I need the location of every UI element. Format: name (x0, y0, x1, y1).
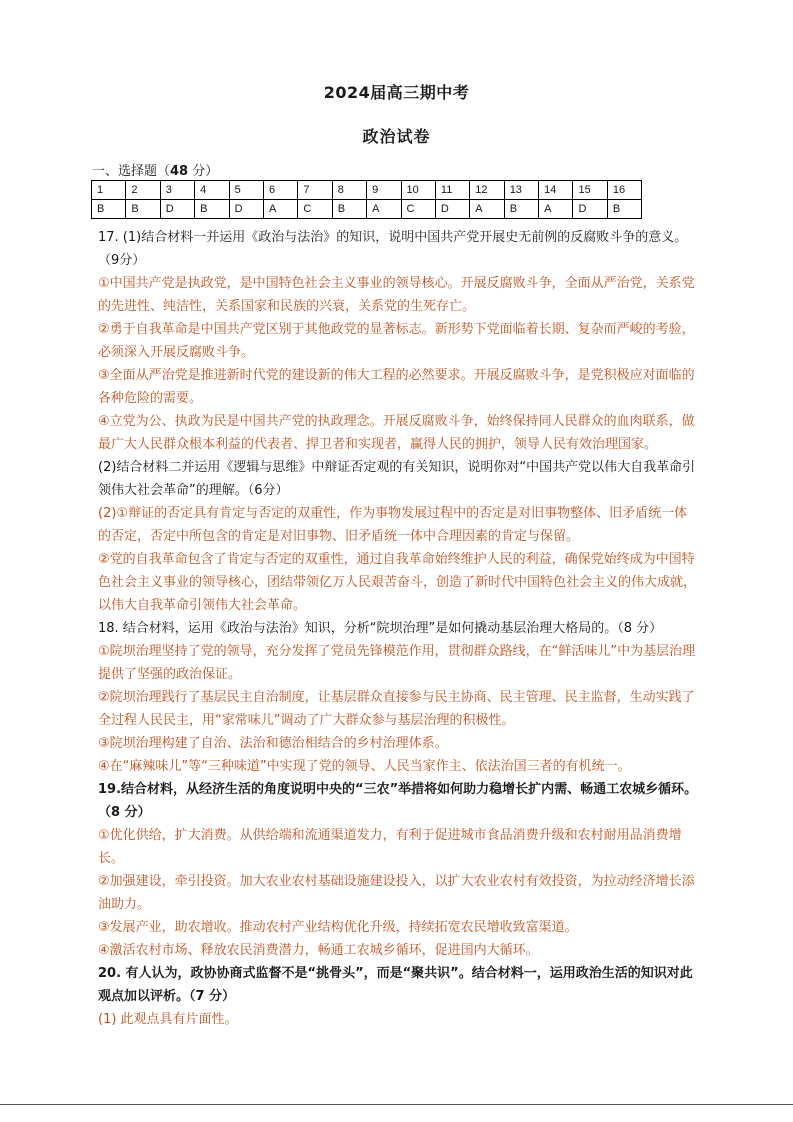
answer-table-number-cell: 12 (470, 181, 504, 200)
answer-table-answer-cell: D (229, 200, 263, 219)
question-20: 20. 有人认为，政协协商式监督不是“挑骨头”，而是“聚共识”。结合材料一，运用政治生活的知识对此观点加以评析。（7 分） (98, 966, 693, 1004)
answer-17-1-point: ②勇于自我革命是中国共产党区别于其他政党的显著标志。新形势下党面临着长期、复杂而严峻的考验，必须深入开展反腐败斗争。 (98, 322, 695, 360)
question-18: 18. 结合材料，运用《政治与法治》知识，分析“院坝治理”是如何撬动基层治理大格局的。（8 分） (98, 621, 663, 636)
answer-table-answer-cell: C (298, 200, 332, 219)
answer-table-number-cell: 10 (401, 181, 435, 200)
answer-table-answer-cell: A (367, 200, 401, 219)
answer-table-number-cell: 4 (195, 181, 229, 200)
answer-17-2-point: ②党的自我革命包含了肯定与否定的双重性，通过自我革命始终维护人民的利益，确保党始终成为中国特色社会主义事业的领导核心，团结带领亿万人民艰苦奋斗，创造了新时代中国特色社会主义的伟大成就，以伟大自我革命引领伟大社会革命。 (98, 552, 697, 613)
answer-table-answer-cell: D (160, 200, 194, 219)
answer-table-answer-cell: A (539, 200, 573, 219)
answer-table-answer-cell: A (263, 200, 297, 219)
answer-table-number-cell: 13 (504, 181, 538, 200)
section-suffix: 分） (188, 164, 219, 179)
answer-table-answer-cell: B (92, 200, 126, 219)
answer-17-1-point: ③全面从严治党是推进新时代党的建设新的伟大工程的必然要求。开展反腐败斗争，是党积极应对面临的各种危险的需要。 (98, 368, 695, 406)
answer-table-answer-cell: A (470, 200, 504, 219)
answer-table-number-cell: 15 (573, 181, 607, 200)
answer-17-1-point: ④立党为公、执政为民是中国共产党的执政理念。开展反腐败斗争，始终保持同人民群众的血肉联系，做最广大人民群众根本利益的代表者、捍卫者和实现者，赢得人民的拥护，领导人民有效治理国家。 (98, 414, 695, 452)
answer-17-2-point: (2)①辩证的否定具有肯定与否定的双重性，作为事物发展过程中的否定是对旧事物整体、旧矛盾统一体的否定，否定中所包含的肯定是对旧事物、旧矛盾统一体中合理因素的肯定与保留。 (98, 506, 688, 544)
answer-table-number-cell: 16 (607, 181, 641, 200)
exam-title-year: 2024 (323, 83, 371, 102)
answer-18-point: ①院坝治理坚持了党的领导，充分发挥了党员先锋模范作用，贯彻群众路线，在“鲜活味儿”中为基层治理提供了坚强的政治保证。 (98, 644, 696, 682)
answer-table-answer-cell: B (126, 200, 160, 219)
answer-table-number-cell: 3 (160, 181, 194, 200)
answer-table-answer-cell: B (332, 200, 366, 219)
answer-table-number-cell: 11 (435, 181, 469, 200)
answer-table-number-cell: 2 (126, 181, 160, 200)
answer-table-number-cell: 14 (539, 181, 573, 200)
answer-table-answers-row (92, 200, 642, 219)
answer-table-answer-cell: D (435, 200, 469, 219)
answer-table-number-cell: 6 (263, 181, 297, 200)
answer-18-point: ②院坝治理践行了基层民主自治制度，让基层群众直接参与民主协商、民主管理、民主监督，生动实践了全过程人民民主，用“家常味儿”调动了广大群众参与基层治理的积极性。 (98, 690, 695, 728)
exam-subtitle: 政治试卷 (362, 127, 431, 146)
page-bottom-rule (0, 1104, 793, 1105)
answer-table-number-cell: 1 (92, 181, 126, 200)
answer-table-answer-cell: B (195, 200, 229, 219)
section-score: 48 (170, 164, 189, 179)
answer-table-number-cell: 8 (332, 181, 366, 200)
section-label: 一、选择题（ (92, 164, 171, 179)
answer-20-point: (1) 此观点具有片面性。 (98, 1012, 238, 1027)
question-19: 19.结合材料，从经济生活的角度说明中央的“三农”举措将如何助力稳增长扩内需、畅通工农城乡循环。（8 分） (98, 782, 698, 820)
question-17-2: (2)结合材料二并运用《逻辑与思维》中辩证否定观的有关知识，说明你对“中国共产党以伟大自我革命引领伟大社会革命”的理解。（6分） (98, 460, 696, 498)
exam-title-rest: 届高三期中考 (370, 83, 470, 102)
exam-title (0, 80, 793, 103)
question-17-1: 17. (1)结合材料一并运用《政治与法治》的知识，说明中国共产党开展史无前例的反腐败斗争的意义。（9分） (98, 230, 688, 268)
answer-table-answer-cell: B (504, 200, 538, 219)
answer-19-point: ③发展产业，助农增收。推动农村产业结构优化升级，持续拓宽农民增收致富渠道。 (98, 920, 578, 935)
answer-table-numbers-row (92, 181, 642, 200)
answer-table-answer-cell: B (607, 200, 641, 219)
section-heading (92, 160, 218, 179)
answer-table-number-cell: 9 (367, 181, 401, 200)
answer-table-answer-cell: D (573, 200, 607, 219)
questions-body (98, 226, 698, 1031)
answer-table-answer-cell: C (401, 200, 435, 219)
answer-table-number-cell: 7 (298, 181, 332, 200)
answer-19-point: ④激活农村市场、释放农民消费潜力，畅通工农城乡循环，促进国内大循环。 (98, 943, 539, 958)
answer-18-point: ③院坝治理构建了自治、法治和德治相结合的乡村治理体系。 (98, 736, 448, 751)
answer-table (91, 180, 642, 219)
answer-19-point: ①优化供给，扩大消费。从供给端和流通渠道发力，有利于促进城市食品消费升级和农村耐用品消费增长。 (98, 828, 682, 866)
answer-18-point: ④在“麻辣味儿”等“三种味道”中实现了党的领导、人民当家作主、依法治国三者的有机统一。 (98, 759, 631, 774)
answer-19-point: ②加强建设，牵引投资。加大农业农村基础设施建设投入，以扩大农业农村有效投资，为拉动经济增长添油助力。 (98, 874, 695, 912)
answer-17-1-point: ①中国共产党是执政党，是中国特色社会主义事业的领导核心。开展反腐败斗争，全面从严治党，关系党的先进性、纯洁性，关系国家和民族的兴衰，关系党的生死存亡。 (98, 276, 695, 314)
answer-table-number-cell: 5 (229, 181, 263, 200)
